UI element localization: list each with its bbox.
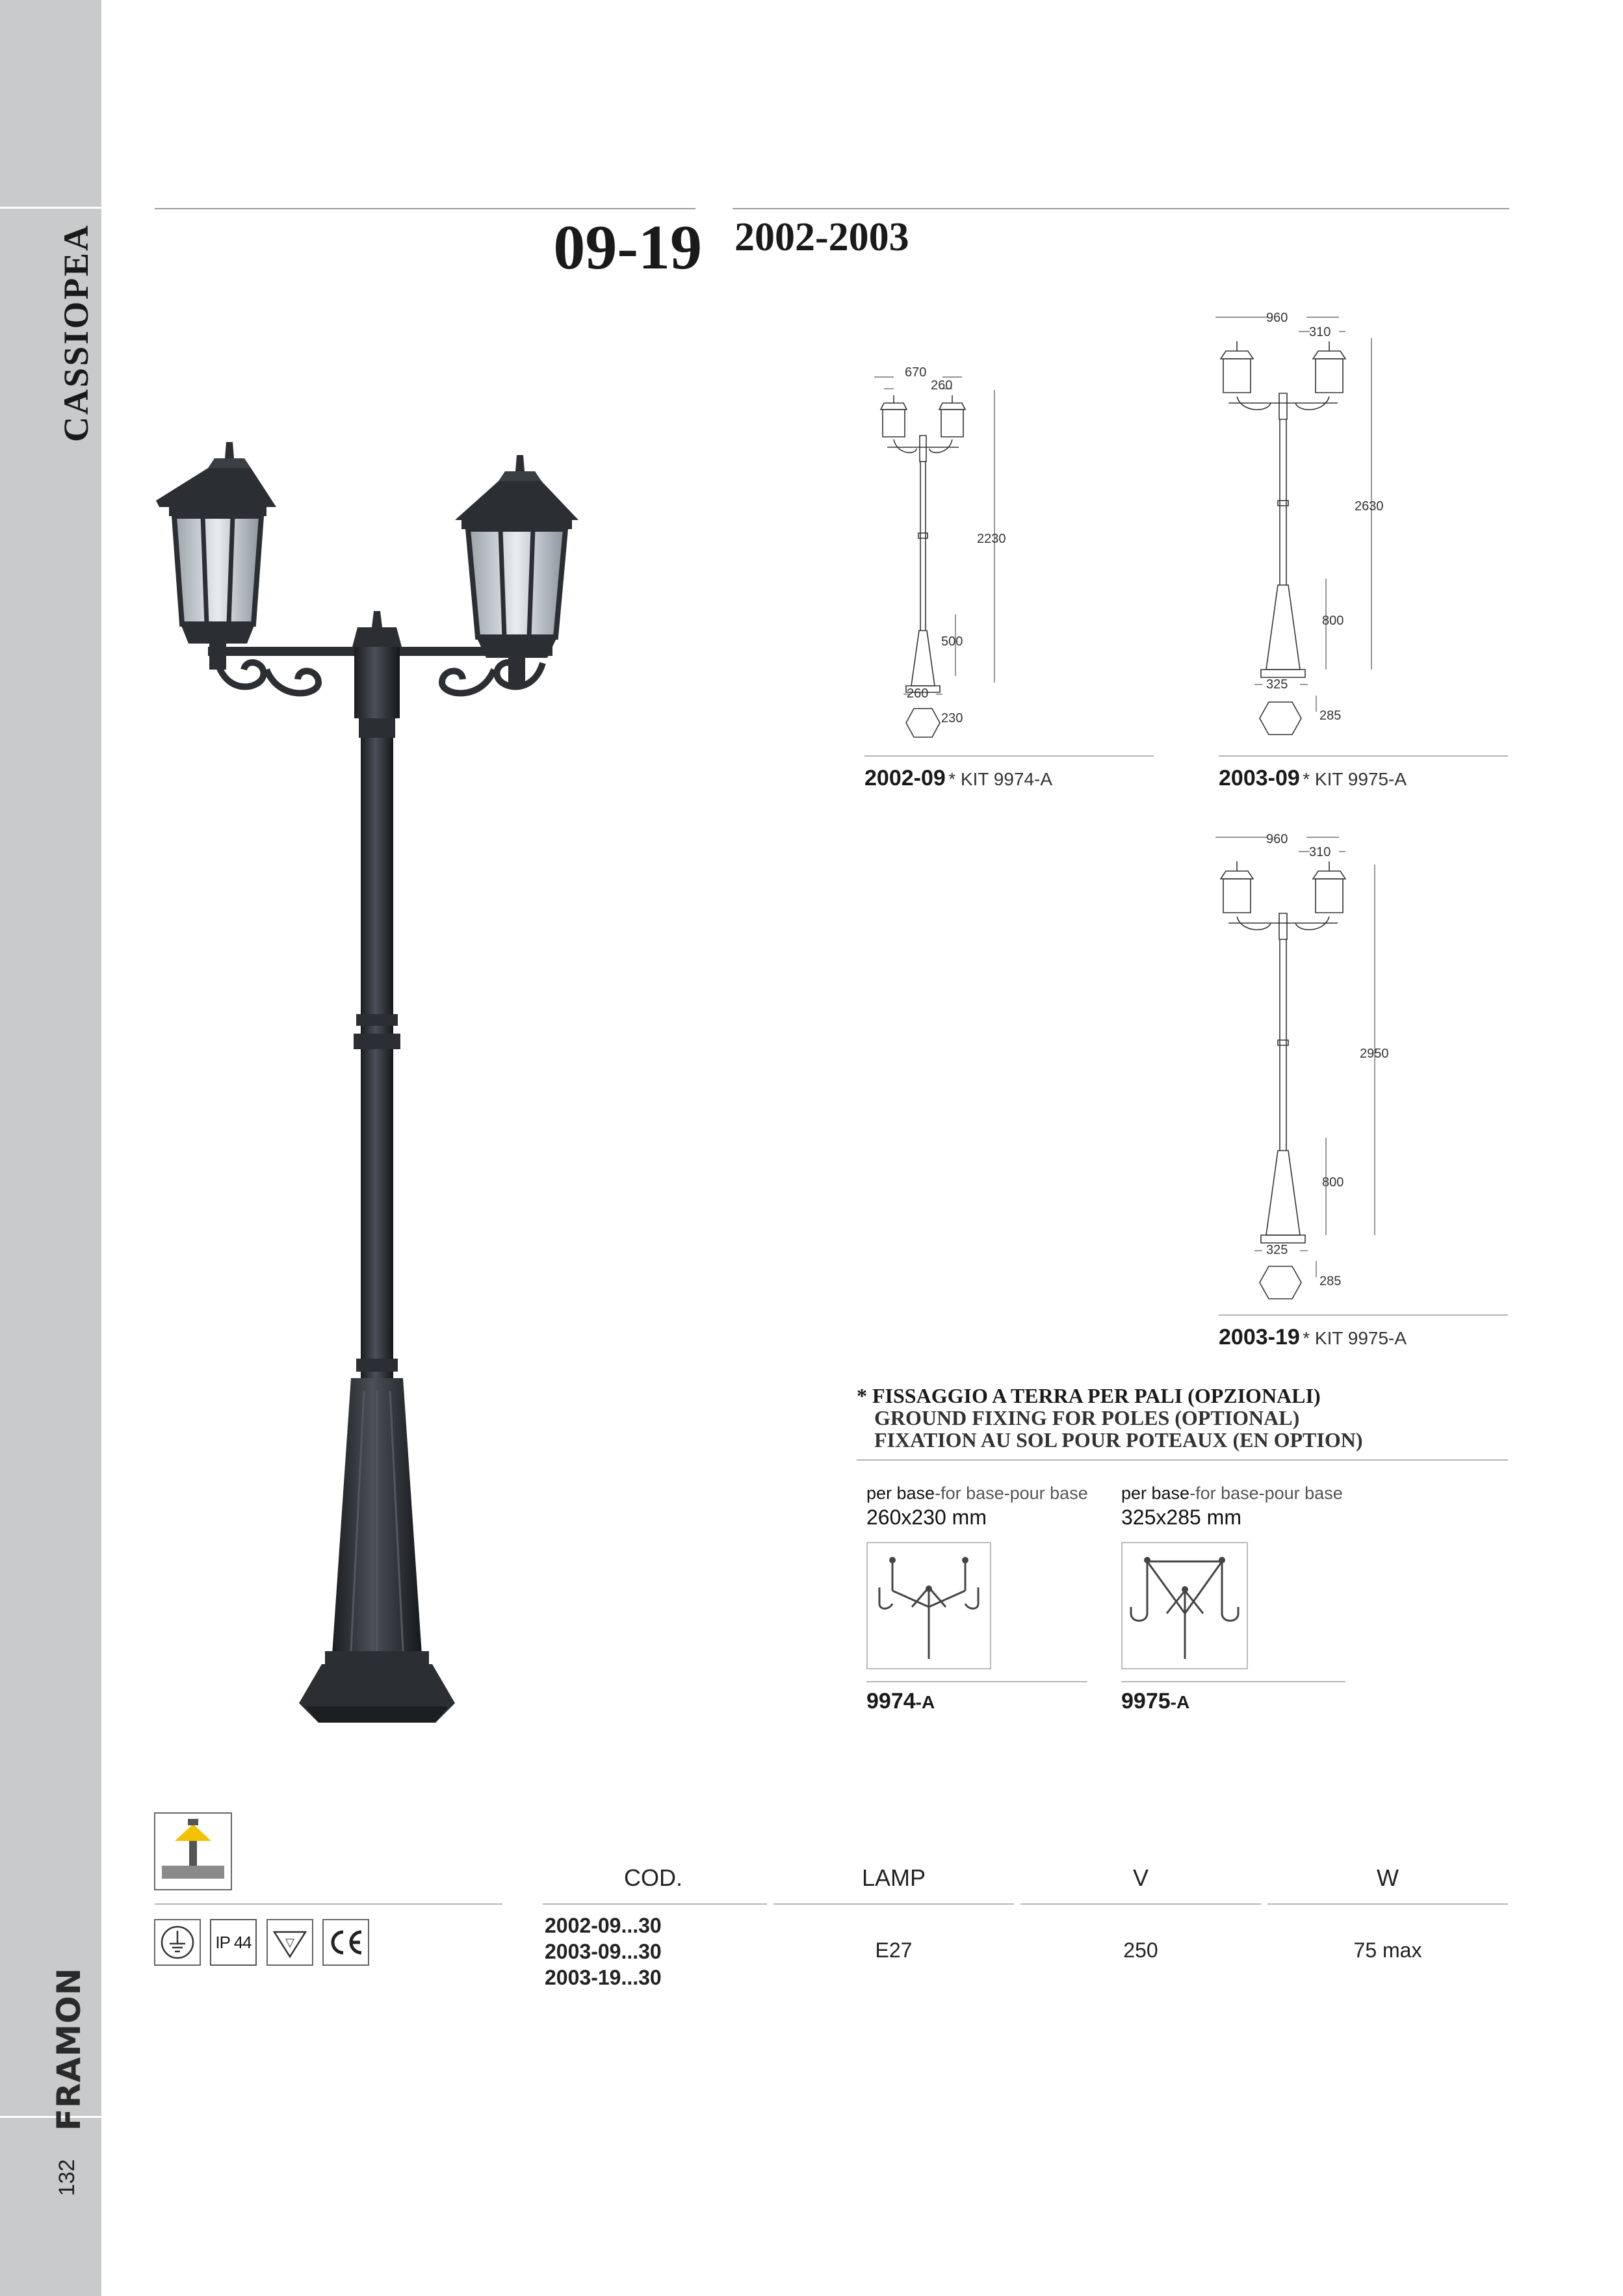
diagram-2003-19	[1209, 826, 1404, 1307]
dim-2003-19-base-depth: 285	[1319, 1274, 1342, 1288]
product-label-2002-09	[864, 766, 1052, 791]
table-rule-watt	[1267, 1903, 1508, 1905]
left-lantern	[156, 442, 276, 670]
series-name: CASSIOPEA	[57, 223, 96, 442]
table-rule-lamp	[773, 1903, 1014, 1905]
table-header-lamp: LAMP	[861, 1864, 926, 1891]
dim-2003-19-height: 2950	[1360, 1047, 1389, 1061]
lamp-post-photo	[149, 429, 591, 1749]
kit1-rule	[866, 1681, 1087, 1682]
brand-logo: FRAMON	[50, 1967, 88, 2131]
ip-rating-badge: IP 44	[210, 1919, 257, 1966]
product-code: 2003-19	[1219, 1325, 1300, 1350]
table-code-row: 2002-09...30	[545, 1914, 662, 1937]
model-range: 2002-2003	[734, 215, 909, 259]
header-rule-left	[155, 208, 695, 209]
earth-ground-icon	[154, 1919, 201, 1966]
ground-fixing-title-en: GROUND FIXING FOR POLES (OPTIONAL)	[874, 1406, 1300, 1429]
product-code: 2002-09	[864, 766, 946, 790]
flammable-surface-icon	[266, 1919, 313, 1966]
sidebar-divider-top	[0, 207, 101, 209]
kit-code: * KIT 9975-A	[1303, 769, 1407, 789]
rule-2003-09	[1219, 755, 1508, 757]
floor-mount-icon	[154, 1812, 232, 1890]
diagram-2002-09	[864, 358, 1046, 748]
table-rule-code	[543, 1903, 767, 1905]
table-header-watt: W	[1377, 1864, 1399, 1891]
dim-2003-09-base-depth: 285	[1319, 709, 1342, 723]
diagram-2003-09	[1209, 306, 1404, 741]
dim-2002-09-base-height: 500	[941, 634, 963, 649]
kit2-code: 9975-A	[1121, 1689, 1190, 1714]
table-lamp-value: E27	[875, 1938, 913, 1962]
dim-2003-09-spacing: 310	[1309, 325, 1331, 339]
kit1-anchor-drawing	[866, 1542, 991, 1669]
dim-2002-09-base-depth: 230	[941, 711, 963, 725]
dim-2002-09-height: 2230	[977, 532, 1006, 546]
product-label-2003-09	[1219, 766, 1407, 791]
dim-2002-09-width: 670	[905, 365, 927, 380]
table-rule-volt	[1020, 1903, 1261, 1905]
dim-2002-09-base-width: 260	[907, 686, 929, 701]
svg-text:▽: ▽	[285, 1936, 294, 1950]
ground-fixing-title	[857, 1385, 1362, 1451]
kit2-anchor-drawing	[1121, 1542, 1248, 1669]
product-code: 2003-09	[1219, 766, 1300, 790]
kit2-for-base: per base-for base-pour base	[1121, 1483, 1343, 1503]
dim-2002-09-spacing: 260	[931, 378, 953, 393]
table-header-code: COD.	[624, 1864, 682, 1891]
kit2-rule	[1121, 1681, 1345, 1682]
page-number: 132	[55, 2159, 79, 2197]
product-label-2003-19	[1219, 1325, 1407, 1350]
ground-fixing-title-fr: FIXATION AU SOL POUR POTEAUX (EN OPTION)	[874, 1428, 1363, 1452]
table-header-volt: V	[1132, 1864, 1149, 1891]
table-watt-value: 75 max	[1353, 1938, 1422, 1962]
cert-rule	[155, 1903, 502, 1905]
kit1-size: 260x230 mm	[866, 1506, 987, 1529]
ce-mark-icon	[322, 1919, 369, 1966]
table-code-row: 2003-09...30	[545, 1940, 662, 1963]
dim-2003-09-base-width: 325	[1266, 677, 1288, 692]
table-codes	[545, 1912, 662, 1990]
dim-2003-19-base-height: 800	[1322, 1175, 1344, 1190]
dim-2003-19-width: 960	[1266, 832, 1288, 846]
ground-fixing-title-it: * FISSAGGIO A TERRA PER PALI (OPZIONALI)	[857, 1384, 1321, 1407]
rule-2002-09	[864, 755, 1154, 757]
dim-2003-19-base-width: 325	[1266, 1243, 1288, 1257]
kit-code: * KIT 9975-A	[1303, 1328, 1407, 1348]
kit-code: * KIT 9974-A	[948, 769, 1053, 789]
kit1-code: 9974-A	[866, 1689, 935, 1714]
kit2-size: 325x285 mm	[1121, 1506, 1241, 1529]
table-volt-value: 250	[1123, 1938, 1158, 1962]
table-code-row: 2003-19...30	[545, 1966, 662, 1989]
dim-2003-19-spacing: 310	[1309, 845, 1331, 859]
collection-code: 09-19	[553, 213, 702, 283]
dim-2003-09-width: 960	[1266, 311, 1288, 325]
header-rule-right	[733, 208, 1509, 209]
dim-2003-09-height: 2630	[1355, 499, 1384, 514]
rule-2003-19	[1219, 1314, 1508, 1316]
kit1-for-base: per base-for base-pour base	[866, 1483, 1088, 1503]
ground-fixing-rule	[857, 1459, 1508, 1461]
dim-2003-09-base-height: 800	[1322, 614, 1344, 628]
